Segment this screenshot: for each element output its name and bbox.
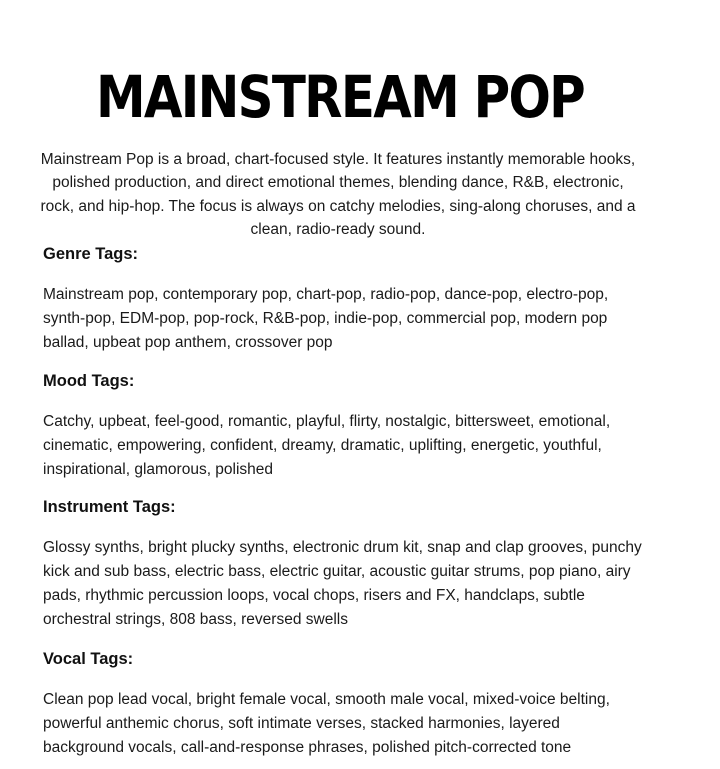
mood-tags-list: Catchy, upbeat, feel-good, romantic, playful, flirty, nostalgic, bittersweet, emotional, cinematic, empowering, confident, dreamy, dramatic, uplifting, energetic, youthful, inspirational, glamorous, polished	[43, 413, 611, 478]
page-title: MAINSTREAM POP	[95, 62, 585, 131]
genre-tags-heading: Genre Tags:	[43, 245, 139, 263]
vocal-tags-list: Clean pop lead vocal, bright female vocal, smooth male vocal, mixed-voice belting, powerful anthemic chorus, soft intimate verses, stacked harmonies, layered background vocals, call-and-response phrases, polished pitch-corrected tone	[43, 691, 610, 756]
instrument-tags-heading: Instrument Tags:	[43, 498, 176, 516]
vocal-tags-section	[43, 648, 643, 760]
vocal-tags-heading: Vocal Tags:	[43, 650, 134, 668]
intro-paragraph: Mainstream Pop is a broad, chart-focused style. It features instantly memorable hooks, polished production, and direct emotional themes, blending dance, R&B, electronic, rock, and hip-hop. The focus is always on catchy melodies, sing-along choruses, and a clean, radio-ready sound.	[40, 150, 636, 238]
instrument-tags-list: Glossy synths, bright plucky synths, electronic drum kit, snap and clap grooves, punchy kick and sub bass, electric bass, electric guitar, acoustic guitar strums, pop piano, airy pads, rhythmic percussion loops, vocal chops, risers and FX, handclaps, subtle orchestral strings, 808 bass, reversed swells	[43, 539, 642, 628]
mood-tags-section	[43, 370, 643, 482]
genre-tags-list: Mainstream pop, contemporary pop, chart-pop, radio-pop, dance-pop, electro-pop, synth-pop, EDM-pop, pop-rock, R&B-pop, indie-pop, commercial pop, modern pop ballad, upbeat pop anthem, crossover pop	[43, 286, 609, 351]
genre-tags-section	[43, 243, 643, 355]
instrument-tags-section	[43, 496, 643, 632]
mood-tags-heading: Mood Tags:	[43, 372, 135, 390]
